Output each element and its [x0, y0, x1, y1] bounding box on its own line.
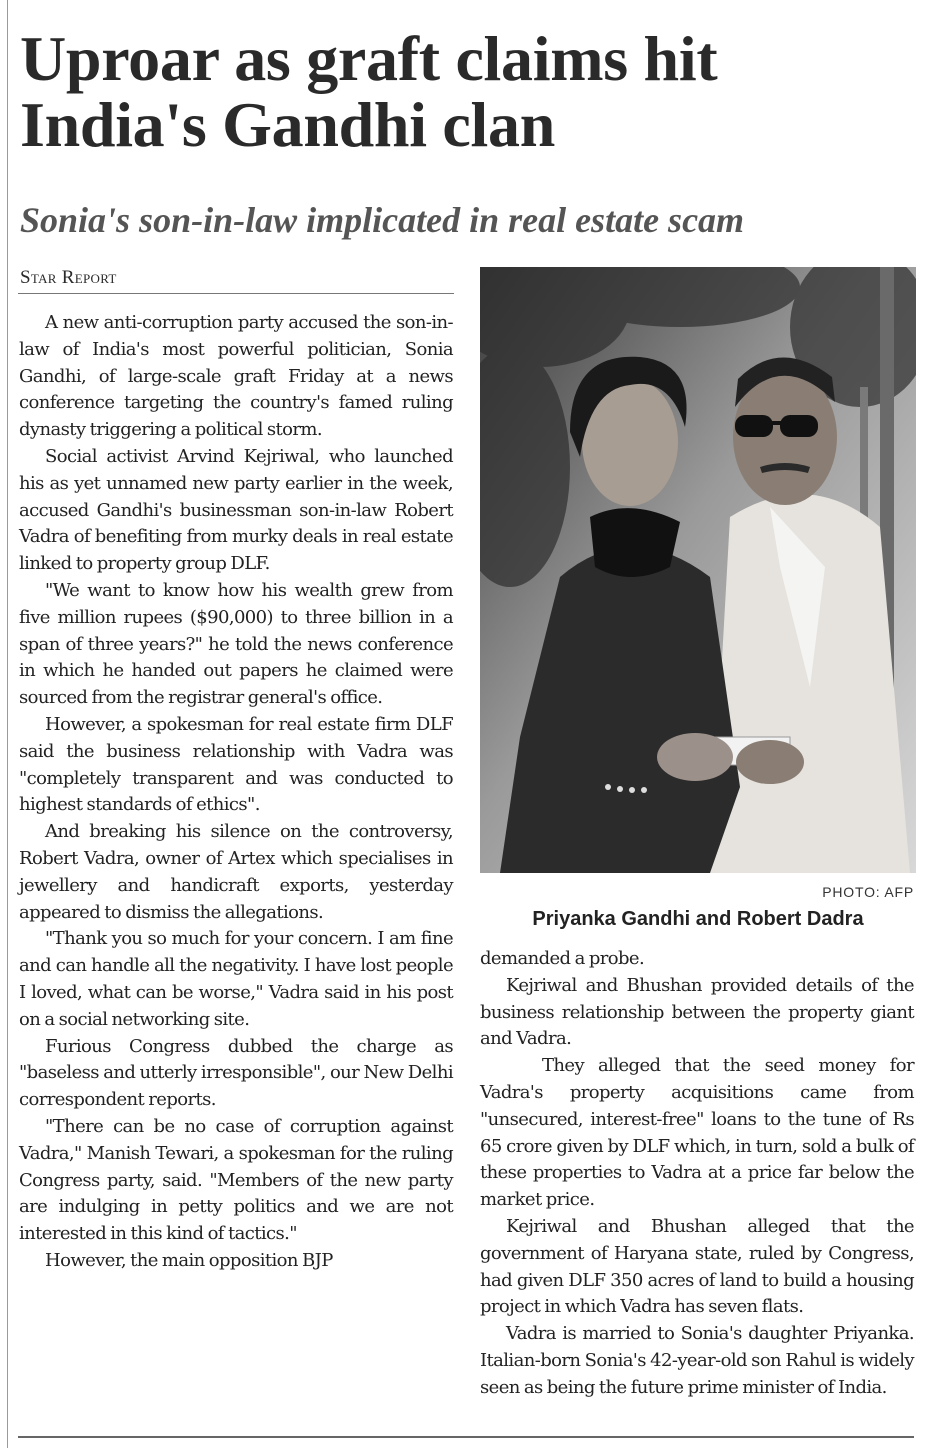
article-column-left	[19, 310, 453, 1275]
headline-line-2: India's Gandhi clan	[20, 89, 555, 160]
paragraph: demanded a probe.	[480, 948, 645, 969]
paragraph: Furious Congress dubbed the charge as "baseless and utterly irresponsible", our New Delhi correspondent reports.	[19, 1035, 453, 1111]
paragraph: "Thank you so much for your concern. I am fine and can handle all the negativity. I have lost people I loved, what can be worse," Vadra said in his post on a social networking site.	[19, 928, 453, 1030]
paragraph: Kejriwal and Bhushan provided details of the business relationship between the property giant and Vadra.	[480, 974, 914, 1050]
headline-line-1: Uproar as graft claims hit	[20, 23, 718, 94]
paragraph: However, a spokesman for real estate firm DLF said the business relationship with Vadra was "completely transparent and was conducted to highest standards of ethics".	[19, 713, 453, 816]
paragraph: A new anti-corruption party accused the son-in-law of India's most powerful politician, Sonia Gandhi, of large-scale graft Friday at a news conference targeting the country's famed ruling dynasty triggering a political storm.	[19, 312, 453, 441]
byline-divider	[18, 293, 454, 294]
photo-caption: Priyanka Gandhi and Robert Dadra	[532, 908, 864, 930]
paragraph: "There can be no case of corruption against Vadra," Manish Tewari, a spokesman for the ruling Congress party, said. "Members of the new party are indulging in petty politics and we are not interested in this kind of tactics."	[19, 1115, 453, 1245]
paragraph: And breaking his silence on the controversy, Robert Vadra, owner of Artex which specialises in jewellery and handicraft exports, yesterday appeared to dismiss the allegations.	[19, 821, 453, 923]
paragraph: Vadra is married to Sonia's daughter Priyanka. Italian-born Sonia's 42-year-old son Rahul is widely seen as being the future prime minister of India.	[480, 1323, 914, 1398]
paragraph: They alleged that the seed money for Vadra's property acquisitions came from "unsecured, interest-free" loans to the tune of Rs 65 crore given by DLF which, in turn, sold a bulk of these properties to Vadra at a price far below the market price.	[480, 1055, 914, 1211]
subheadline: Sonia's son-in-law implicated in real estate scam	[20, 200, 745, 240]
news-photo	[480, 267, 916, 873]
paragraph: "We want to know how his wealth grew from five million rupees ($90,000) to three billion in a span of three years?" he told the news conference in which he handed out papers he claimed were sourced from the registrar general's office.	[19, 579, 453, 709]
paragraph: Kejriwal and Bhushan alleged that the government of Haryana state, ruled by Congress, had given DLF 350 acres of land to build a housing project in which Vadra has seven flats.	[480, 1215, 914, 1318]
left-column-rule	[7, 0, 8, 1448]
headline	[20, 23, 920, 160]
paragraph: Social activist Arvind Kejriwal, who launched his as yet unnamed new party earlier in the week, accused Gandhi's businessman son-in-law Robert Vadra of benefiting from murky deals in real estate linked to property group DLF.	[19, 445, 453, 575]
byline: Star Report	[20, 267, 117, 288]
paragraph: However, the main opposition BJP	[45, 1249, 333, 1271]
photo-credit: PHOTO: AFP	[822, 884, 914, 900]
bottom-divider	[18, 1436, 914, 1438]
article-column-right	[480, 946, 914, 1402]
